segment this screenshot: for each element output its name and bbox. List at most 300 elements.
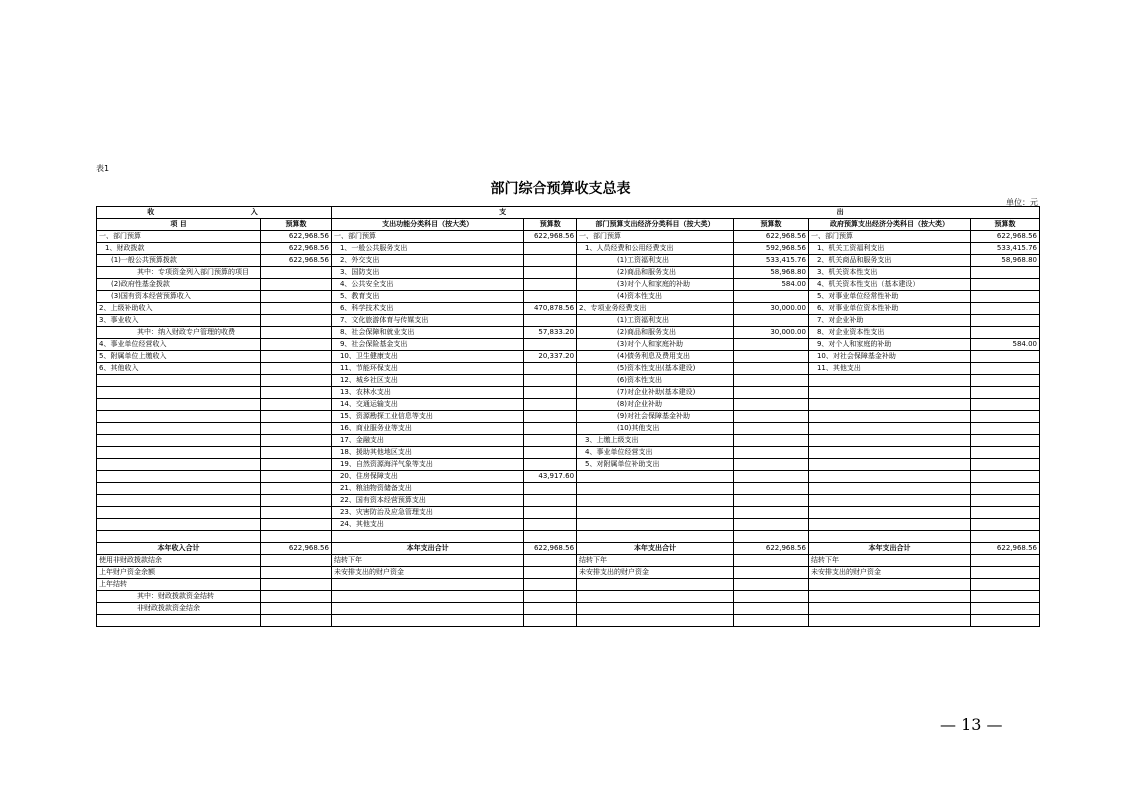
label-cell: (1)工资福利支出 bbox=[577, 315, 734, 327]
amount-cell bbox=[734, 615, 809, 627]
label-cell: 11、节能环保支出 bbox=[331, 363, 523, 375]
label-cell: 5、对事业单位经常性补助 bbox=[808, 291, 970, 303]
amount-cell bbox=[261, 507, 332, 519]
amount-cell bbox=[261, 615, 332, 627]
amount-cell bbox=[734, 459, 809, 471]
amount-cell bbox=[971, 387, 1040, 399]
label-cell: 一、部门预算 bbox=[97, 231, 261, 243]
label-cell: 其中：纳入财政专户管理的收费 bbox=[97, 327, 261, 339]
label-cell: 本年收入合计 bbox=[97, 543, 261, 555]
label-cell bbox=[808, 483, 970, 495]
amount-cell: 622,968.56 bbox=[734, 543, 809, 555]
label-cell bbox=[808, 399, 970, 411]
page-number: — 13 — bbox=[940, 715, 1003, 734]
amount-cell bbox=[524, 435, 577, 447]
amount-cell bbox=[261, 315, 332, 327]
amount-cell bbox=[524, 339, 577, 351]
table-row bbox=[97, 603, 1040, 615]
label-cell bbox=[808, 579, 970, 591]
amount-cell bbox=[524, 255, 577, 267]
amount-cell bbox=[524, 519, 577, 531]
label-cell bbox=[808, 531, 970, 543]
amount-cell: 584.00 bbox=[971, 339, 1040, 351]
amount-cell bbox=[971, 555, 1040, 567]
amount-cell bbox=[734, 579, 809, 591]
amount-cell bbox=[971, 579, 1040, 591]
label-cell: 未安排支出的财户资金 bbox=[808, 567, 970, 579]
label-cell: 3、机关资本性支出 bbox=[808, 267, 970, 279]
unit-label: 单位：元 bbox=[1006, 198, 1038, 207]
table-row bbox=[97, 567, 1040, 579]
amount-cell bbox=[971, 423, 1040, 435]
amount-cell: 533,415.76 bbox=[971, 243, 1040, 255]
amount-cell: 584.00 bbox=[734, 279, 809, 291]
label-cell: 其中：财政拨款资金结转 bbox=[97, 591, 261, 603]
label-cell bbox=[97, 399, 261, 411]
label-cell bbox=[808, 459, 970, 471]
column-header-row bbox=[97, 219, 1040, 231]
label-cell: 18、援助其他地区支出 bbox=[331, 447, 523, 459]
amount-cell bbox=[261, 555, 332, 567]
amount-cell bbox=[261, 531, 332, 543]
label-cell: 19、自然资源海洋气象等支出 bbox=[331, 459, 523, 471]
amount-cell: 43,917.60 bbox=[524, 471, 577, 483]
label-cell bbox=[97, 411, 261, 423]
label-cell: (4)资本性支出 bbox=[577, 291, 734, 303]
label-cell: (6)资本性支出 bbox=[577, 375, 734, 387]
page-title: 部门综合预算收支总表 bbox=[490, 181, 631, 197]
label-cell: (3)国有资本经营预算收入 bbox=[97, 291, 261, 303]
label-cell bbox=[331, 579, 523, 591]
table-row bbox=[97, 495, 1040, 507]
amount-cell: 20,337.20 bbox=[524, 351, 577, 363]
amount-cell: 57,833.20 bbox=[524, 327, 577, 339]
label-cell: 5、教育支出 bbox=[331, 291, 523, 303]
amount-cell bbox=[524, 423, 577, 435]
budget-table bbox=[96, 206, 1040, 627]
label-cell bbox=[808, 507, 970, 519]
label-cell: 11、其他支出 bbox=[808, 363, 970, 375]
label-cell: 非财政拨款资金结余 bbox=[97, 603, 261, 615]
amount-cell: 622,968.56 bbox=[524, 231, 577, 243]
label-cell: 10、卫生健康支出 bbox=[331, 351, 523, 363]
amount-cell bbox=[734, 447, 809, 459]
label-cell bbox=[97, 447, 261, 459]
amount-cell bbox=[971, 435, 1040, 447]
label-cell: (10)其他支出 bbox=[577, 423, 734, 435]
amount-cell bbox=[524, 399, 577, 411]
amount-cell bbox=[524, 579, 577, 591]
label-cell: 1、人员经费和公用经费支出 bbox=[577, 243, 734, 255]
label-cell: 3、国防支出 bbox=[331, 267, 523, 279]
table-row bbox=[97, 351, 1040, 363]
label-cell: 本年支出合计 bbox=[808, 543, 970, 555]
amount-cell bbox=[971, 315, 1040, 327]
label-cell: 7、对企业补助 bbox=[808, 315, 970, 327]
amount-cell bbox=[261, 423, 332, 435]
amount-cell bbox=[971, 483, 1040, 495]
label-cell: 23、灾害防治及应急管理支出 bbox=[331, 507, 523, 519]
label-cell bbox=[577, 507, 734, 519]
label-cell: 4、机关资本性支出（基本建设） bbox=[808, 279, 970, 291]
amount-cell: 622,968.56 bbox=[524, 543, 577, 555]
amount-cell bbox=[261, 363, 332, 375]
label-cell: (8)对企业补助 bbox=[577, 399, 734, 411]
label-cell: 5、附属单位上缴收入 bbox=[97, 351, 261, 363]
amount-cell bbox=[971, 363, 1040, 375]
label-cell: 本年支出合计 bbox=[577, 543, 734, 555]
label-cell: (2)政府性基金拨款 bbox=[97, 279, 261, 291]
amount-cell bbox=[524, 387, 577, 399]
amount-cell bbox=[971, 279, 1040, 291]
col-budget-4: 预算数 bbox=[971, 219, 1040, 231]
amount-cell: 622,968.56 bbox=[261, 231, 332, 243]
table-row bbox=[97, 471, 1040, 483]
label-cell: (3)对个人和家庭补助 bbox=[577, 339, 734, 351]
amount-cell bbox=[524, 375, 577, 387]
amount-cell bbox=[261, 279, 332, 291]
amount-cell bbox=[734, 315, 809, 327]
amount-cell: 470,878.56 bbox=[524, 303, 577, 315]
label-cell bbox=[97, 615, 261, 627]
col-gov-econ: 政府预算支出经济分类科目（按大类） bbox=[808, 219, 970, 231]
amount-cell bbox=[971, 615, 1040, 627]
table-row bbox=[97, 447, 1040, 459]
label-cell: 24、其他支出 bbox=[331, 519, 523, 531]
amount-cell: 622,968.56 bbox=[261, 255, 332, 267]
label-cell: 9、社会保险基金支出 bbox=[331, 339, 523, 351]
label-cell bbox=[577, 579, 734, 591]
table-row bbox=[97, 555, 1040, 567]
label-cell bbox=[808, 615, 970, 627]
label-cell bbox=[808, 471, 970, 483]
label-cell bbox=[577, 471, 734, 483]
label-cell bbox=[97, 483, 261, 495]
amount-cell bbox=[261, 387, 332, 399]
label-cell bbox=[808, 411, 970, 423]
table-row bbox=[97, 231, 1040, 243]
amount-cell: 622,968.56 bbox=[971, 231, 1040, 243]
label-cell: 1、一般公共服务支出 bbox=[331, 243, 523, 255]
label-cell: 17、金融支出 bbox=[331, 435, 523, 447]
amount-cell bbox=[971, 411, 1040, 423]
amount-cell bbox=[261, 351, 332, 363]
table-label: 表1 bbox=[96, 164, 110, 173]
amount-cell bbox=[261, 471, 332, 483]
table-row bbox=[97, 243, 1040, 255]
amount-cell bbox=[524, 591, 577, 603]
label-cell bbox=[577, 591, 734, 603]
income-group-header: 收 入 bbox=[97, 207, 332, 219]
label-cell bbox=[808, 519, 970, 531]
label-cell: 7、文化旅游体育与传媒支出 bbox=[331, 315, 523, 327]
label-cell bbox=[577, 519, 734, 531]
amount-cell bbox=[524, 267, 577, 279]
amount-cell bbox=[971, 327, 1040, 339]
amount-cell bbox=[971, 507, 1040, 519]
label-cell: 上年结转 bbox=[97, 579, 261, 591]
amount-cell bbox=[971, 459, 1040, 471]
label-cell: 20、住房保障支出 bbox=[331, 471, 523, 483]
label-cell bbox=[97, 459, 261, 471]
amount-cell bbox=[971, 603, 1040, 615]
amount-cell bbox=[971, 447, 1040, 459]
label-cell: (2)商品和服务支出 bbox=[577, 267, 734, 279]
label-cell: 上年财户资金余额 bbox=[97, 567, 261, 579]
label-cell: 未安排支出的财户资金 bbox=[331, 567, 523, 579]
amount-cell bbox=[734, 399, 809, 411]
label-cell bbox=[331, 615, 523, 627]
amount-cell bbox=[261, 411, 332, 423]
label-cell: (1)一般公共预算拨款 bbox=[97, 255, 261, 267]
table-row bbox=[97, 363, 1040, 375]
amount-cell bbox=[524, 315, 577, 327]
label-cell bbox=[97, 435, 261, 447]
amount-cell bbox=[734, 483, 809, 495]
amount-cell bbox=[734, 351, 809, 363]
amount-cell bbox=[971, 519, 1040, 531]
col-func-class: 支出功能分类科目（按大类） bbox=[331, 219, 523, 231]
label-cell: 其中：专项资金列入部门预算的项目 bbox=[97, 267, 261, 279]
label-cell: 结转下年 bbox=[808, 555, 970, 567]
amount-cell bbox=[261, 267, 332, 279]
amount-cell bbox=[734, 411, 809, 423]
table-row bbox=[97, 399, 1040, 411]
label-cell: 3、事业收入 bbox=[97, 315, 261, 327]
table-row bbox=[97, 519, 1040, 531]
table-row bbox=[97, 327, 1040, 339]
label-cell bbox=[97, 495, 261, 507]
amount-cell bbox=[734, 531, 809, 543]
label-cell: 8、社会保障和就业支出 bbox=[331, 327, 523, 339]
total-row bbox=[97, 543, 1040, 555]
label-cell bbox=[808, 447, 970, 459]
col-dept-econ: 部门预算支出经济分类科目（按大类） bbox=[577, 219, 734, 231]
label-cell: 5、对附属单位补助支出 bbox=[577, 459, 734, 471]
amount-cell bbox=[261, 579, 332, 591]
label-cell bbox=[97, 519, 261, 531]
amount-cell bbox=[971, 495, 1040, 507]
table-row bbox=[97, 483, 1040, 495]
amount-cell bbox=[261, 459, 332, 471]
label-cell bbox=[577, 615, 734, 627]
amount-cell bbox=[971, 267, 1040, 279]
table-row bbox=[97, 255, 1040, 267]
amount-cell bbox=[734, 435, 809, 447]
label-cell: 6、其他收入 bbox=[97, 363, 261, 375]
amount-cell bbox=[524, 507, 577, 519]
label-cell bbox=[808, 495, 970, 507]
label-cell: 6、对事业单位资本性补助 bbox=[808, 303, 970, 315]
label-cell bbox=[577, 495, 734, 507]
label-cell: 8、对企业资本性支出 bbox=[808, 327, 970, 339]
amount-cell: 58,968.80 bbox=[971, 255, 1040, 267]
label-cell: 使用非财政拨款结余 bbox=[97, 555, 261, 567]
label-cell bbox=[97, 531, 261, 543]
amount-cell bbox=[971, 291, 1040, 303]
amount-cell bbox=[524, 615, 577, 627]
amount-cell bbox=[734, 603, 809, 615]
table-row bbox=[97, 435, 1040, 447]
label-cell bbox=[808, 603, 970, 615]
amount-cell bbox=[734, 567, 809, 579]
label-cell: 14、交通运输支出 bbox=[331, 399, 523, 411]
amount-cell: 592,968.56 bbox=[734, 243, 809, 255]
amount-cell bbox=[261, 291, 332, 303]
amount-cell bbox=[971, 375, 1040, 387]
col-item: 项 目 bbox=[97, 219, 261, 231]
label-cell: 一、部门预算 bbox=[577, 231, 734, 243]
amount-cell bbox=[734, 339, 809, 351]
table-row bbox=[97, 507, 1040, 519]
label-cell: 结转下年 bbox=[577, 555, 734, 567]
amount-cell bbox=[261, 339, 332, 351]
amount-cell bbox=[734, 591, 809, 603]
label-cell: 2、机关商品和服务支出 bbox=[808, 255, 970, 267]
col-budget-2: 预算数 bbox=[524, 219, 577, 231]
amount-cell bbox=[524, 459, 577, 471]
expense-group-header: 支 出 bbox=[331, 207, 1039, 219]
label-cell: 结转下年 bbox=[331, 555, 523, 567]
amount-cell bbox=[261, 495, 332, 507]
label-cell bbox=[97, 507, 261, 519]
amount-cell bbox=[971, 567, 1040, 579]
amount-cell bbox=[734, 375, 809, 387]
amount-cell bbox=[734, 519, 809, 531]
amount-cell bbox=[261, 519, 332, 531]
amount-cell: 533,415.76 bbox=[734, 255, 809, 267]
label-cell: (3)对个人和家庭的补助 bbox=[577, 279, 734, 291]
label-cell: 未安排支出的财户资金 bbox=[577, 567, 734, 579]
amount-cell bbox=[524, 495, 577, 507]
label-cell: (9)对社会保障基金补助 bbox=[577, 411, 734, 423]
label-cell: 16、商业服务业等支出 bbox=[331, 423, 523, 435]
amount-cell bbox=[734, 471, 809, 483]
label-cell bbox=[97, 423, 261, 435]
amount-cell bbox=[524, 411, 577, 423]
table-row bbox=[97, 303, 1040, 315]
amount-cell bbox=[261, 303, 332, 315]
amount-cell: 622,968.56 bbox=[971, 543, 1040, 555]
table-row bbox=[97, 591, 1040, 603]
label-cell bbox=[331, 591, 523, 603]
label-cell: 3、上缴上级支出 bbox=[577, 435, 734, 447]
amount-cell bbox=[971, 303, 1040, 315]
label-cell: 一、部门预算 bbox=[808, 231, 970, 243]
label-cell bbox=[577, 483, 734, 495]
amount-cell: 622,968.56 bbox=[261, 243, 332, 255]
amount-cell bbox=[524, 291, 577, 303]
label-cell: (2)商品和服务支出 bbox=[577, 327, 734, 339]
amount-cell bbox=[971, 399, 1040, 411]
label-cell: (4)债务利息及费用支出 bbox=[577, 351, 734, 363]
label-cell: 6、科学技术支出 bbox=[331, 303, 523, 315]
label-cell: (1)工资福利支出 bbox=[577, 255, 734, 267]
table-row bbox=[97, 291, 1040, 303]
amount-cell bbox=[261, 567, 332, 579]
amount-cell: 58,968.80 bbox=[734, 267, 809, 279]
table-row bbox=[97, 315, 1040, 327]
label-cell: 4、公共安全支出 bbox=[331, 279, 523, 291]
amount-cell bbox=[261, 375, 332, 387]
amount-cell bbox=[261, 435, 332, 447]
label-cell bbox=[808, 423, 970, 435]
amount-cell bbox=[971, 591, 1040, 603]
label-cell: 13、农林水支出 bbox=[331, 387, 523, 399]
label-cell: 22、国有资本经营预算支出 bbox=[331, 495, 523, 507]
amount-cell bbox=[524, 243, 577, 255]
amount-cell bbox=[261, 327, 332, 339]
amount-cell bbox=[261, 399, 332, 411]
col-budget-3: 预算数 bbox=[734, 219, 809, 231]
label-cell bbox=[577, 531, 734, 543]
label-cell bbox=[97, 375, 261, 387]
amount-cell bbox=[261, 483, 332, 495]
label-cell: 4、事业单位经营收入 bbox=[97, 339, 261, 351]
amount-cell bbox=[524, 603, 577, 615]
label-cell: 2、外交支出 bbox=[331, 255, 523, 267]
table-row bbox=[97, 459, 1040, 471]
label-cell bbox=[808, 387, 970, 399]
table-row bbox=[97, 423, 1040, 435]
amount-cell bbox=[524, 483, 577, 495]
table-row bbox=[97, 531, 1040, 543]
amount-cell: 30,000.00 bbox=[734, 303, 809, 315]
label-cell: 15、资源勘探工业信息等支出 bbox=[331, 411, 523, 423]
label-cell bbox=[577, 603, 734, 615]
label-cell bbox=[97, 387, 261, 399]
table-row bbox=[97, 579, 1040, 591]
label-cell: 4、事业单位经营支出 bbox=[577, 447, 734, 459]
label-cell: 21、粮油物资储备支出 bbox=[331, 483, 523, 495]
table-row bbox=[97, 615, 1040, 627]
table-row bbox=[97, 375, 1040, 387]
label-cell bbox=[808, 435, 970, 447]
amount-cell bbox=[734, 291, 809, 303]
label-cell: 2、专项业务经费支出 bbox=[577, 303, 734, 315]
amount-cell bbox=[971, 471, 1040, 483]
table-row bbox=[97, 339, 1040, 351]
group-header-row bbox=[97, 207, 1040, 219]
amount-cell bbox=[524, 363, 577, 375]
amount-cell bbox=[524, 447, 577, 459]
amount-cell: 622,968.56 bbox=[261, 543, 332, 555]
table-row bbox=[97, 279, 1040, 291]
amount-cell bbox=[734, 507, 809, 519]
amount-cell bbox=[734, 387, 809, 399]
amount-cell bbox=[261, 447, 332, 459]
label-cell: 2、上级补助收入 bbox=[97, 303, 261, 315]
label-cell: (7)对企业补助(基本建设) bbox=[577, 387, 734, 399]
amount-cell bbox=[261, 603, 332, 615]
amount-cell: 30,000.00 bbox=[734, 327, 809, 339]
amount-cell bbox=[971, 531, 1040, 543]
amount-cell bbox=[734, 423, 809, 435]
label-cell: 一、部门预算 bbox=[331, 231, 523, 243]
amount-cell bbox=[524, 555, 577, 567]
label-cell: (5)资本性支出(基本建设) bbox=[577, 363, 734, 375]
amount-cell: 622,968.56 bbox=[734, 231, 809, 243]
table-row bbox=[97, 387, 1040, 399]
label-cell bbox=[97, 471, 261, 483]
amount-cell bbox=[261, 591, 332, 603]
label-cell bbox=[808, 591, 970, 603]
amount-cell bbox=[524, 531, 577, 543]
label-cell: 10、对社会保障基金补助 bbox=[808, 351, 970, 363]
label-cell: 1、机关工资福利支出 bbox=[808, 243, 970, 255]
amount-cell bbox=[524, 279, 577, 291]
amount-cell bbox=[734, 555, 809, 567]
